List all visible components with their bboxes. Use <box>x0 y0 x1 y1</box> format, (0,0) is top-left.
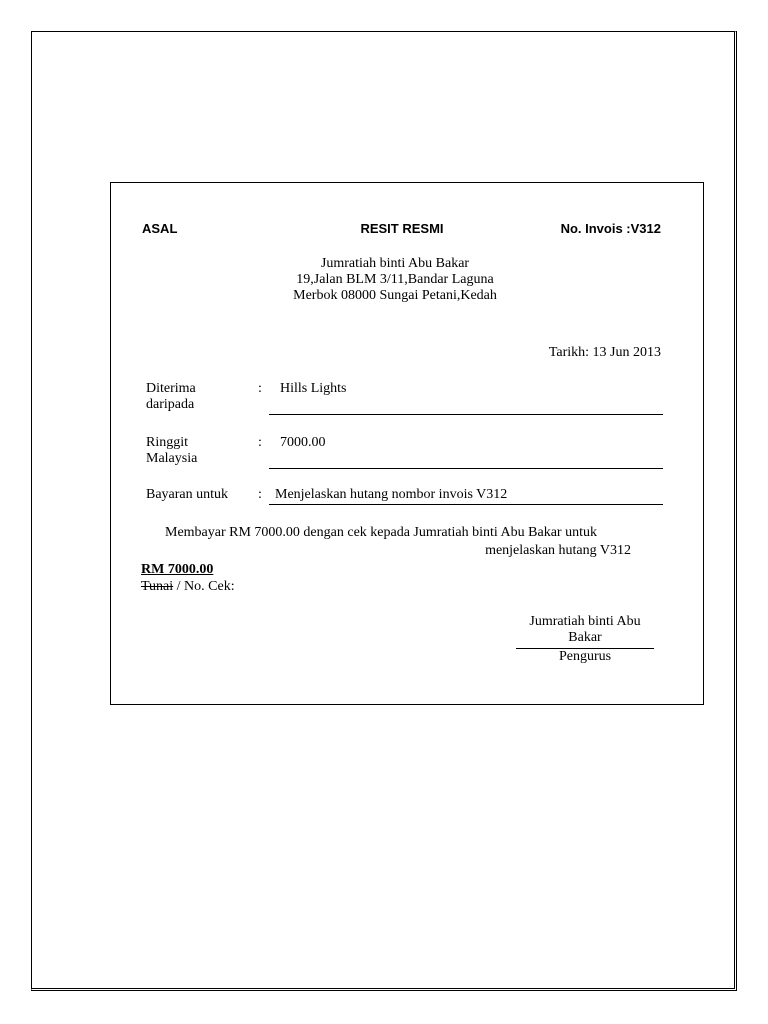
copy-label: ASAL <box>142 221 178 236</box>
received-from-field <box>269 381 663 415</box>
payment-method <box>141 579 235 595</box>
ringgit-value: 7000.00 <box>280 435 326 450</box>
signature-block <box>516 614 654 665</box>
description-line1: Membayar RM 7000.00 dengan cek kepada Jumratiah binti Abu Bakar untuk <box>165 525 597 540</box>
receipt-title: RESIT RESMI <box>360 221 444 236</box>
total-amount: RM 7000.00 <box>141 562 214 577</box>
ringgit-label-line2: Malaysia <box>146 451 198 466</box>
company-name: Jumratiah binti Abu Bakar <box>320 256 470 271</box>
company-address-line2: Merbok 08000 Sungai Petani,Kedah <box>293 288 497 303</box>
signature-name-line1: Jumratiah binti Abu <box>529 614 641 629</box>
ringgit-field <box>269 435 663 469</box>
company-address-line1: 19,Jalan BLM 3/11,Bandar Laguna <box>296 272 494 287</box>
received-from-colon: : <box>258 381 262 396</box>
ringgit-label <box>146 435 197 467</box>
payment-for-colon: : <box>258 487 262 502</box>
signature-role: Pengurus <box>516 648 654 665</box>
received-from-label <box>146 381 196 413</box>
description-line2: menjelaskan hutang V312 <box>485 543 631 558</box>
payment-for-value: Menjelaskan hutang nombor invois V312 <box>275 487 508 502</box>
signature-name-line2: Bakar <box>568 630 602 645</box>
company-block <box>211 256 579 304</box>
ringgit-label-line1: Ringgit <box>146 435 189 450</box>
cheque-label: / No. Cek: <box>173 579 235 594</box>
cash-option: Tunai <box>141 579 174 594</box>
received-from-label-line1: Diterima <box>146 381 196 396</box>
receipt <box>110 182 704 705</box>
receipt-date: Tarikh: 13 Jun 2013 <box>548 345 661 360</box>
invoice-number: No. Invois :V312 <box>560 221 661 236</box>
ringgit-colon: : <box>258 435 262 450</box>
received-from-label-line2: daripada <box>146 397 195 412</box>
payment-for-field <box>269 487 663 505</box>
received-from-value: Hills Lights <box>280 381 347 396</box>
payment-for-label: Bayaran untuk <box>146 487 229 502</box>
